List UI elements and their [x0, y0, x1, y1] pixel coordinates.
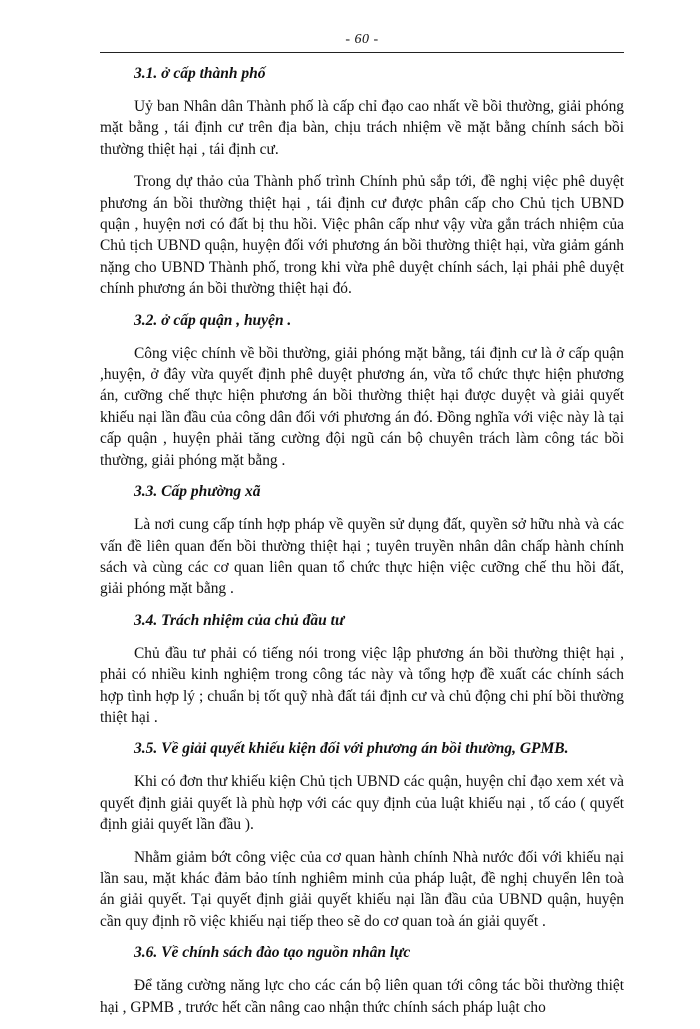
section-3-6 [100, 943, 624, 1018]
page-header [100, 30, 624, 54]
section-heading: 3.6. Về chính sách đào tạo nguồn nhân lực [134, 944, 411, 962]
paragraph: Là nơi cung cấp tính hợp pháp về quyền sử dụng đất, quyền sở hữu nhà và các vấn đề liên quan đến bồi thường thiệt hại ; tuyên truyền nhân dân chấp hành chính sách và cùng các cơ quan liên quan tổ chức thực hiện việc cưỡng chế thu hồi đất, giải phóng mặt bằng . [100, 516, 624, 598]
header-divider [100, 52, 624, 53]
paragraph: Trong dự thảo của Thành phố trình Chính phủ sắp tới, đề nghị việc phê duyệt phương án bồi thường thiệt hại , tái định cư được phân cấp cho Chủ tịch UBND quận , huyện nơi có đất bị thu hồi. Việc phân cấp như vậy vừa gắn trách nhiệm của Chủ tịch UBND quận, huyện đối với phương án bồi thường thiệt hại, vừa giảm gánh nặng cho UBND Thành phố, trong khi vừa phê duyệt chính sách, lại phải phê duyệt chính phương án bồi thường thiệt hại đó. [100, 173, 624, 298]
section-heading: 3.1. ở cấp thành phố [134, 65, 266, 82]
page-number: - 60 - [345, 32, 379, 47]
section-3-2 [100, 311, 624, 471]
paragraph: Công việc chính về bồi thường, giải phóng mặt bằng, tái định cư là ở cấp quận ,huyện, ở đây vừa quyết định phê duyệt phương án, vừa tổ chức thực hiện phương án, cưỡng chế thực hiện phương án bồi thường thiệt hại được duyệt và giải quyết khiếu nại lần đầu của công dân đối với phương án đó. Đồng nghĩa với việc này là tại cấp quận , huyện phải tăng cường đội ngũ cán bộ chuyên trách làm công tác bồi thường, giải phóng mặt bằng . [100, 344, 624, 469]
section-heading: 3.2. ở cấp quận , huyện . [134, 311, 292, 329]
section-3-4 [100, 611, 624, 729]
document-body [100, 64, 624, 1029]
paragraph: Nhằm giảm bớt công việc của cơ quan hành chính Nhà nước đối với khiếu nại lần sau, mặt khác đảm bảo tính nghiêm minh của pháp luật, đề nghị chuyển lên toà án giải quyết. Tại quyết định giải quyết khiếu nại lần đầu của UBND quận, huyện cần quy định rõ việc khiếu nại tiếp theo sẽ do cơ quan toà án giải quyết . [100, 848, 624, 930]
paragraph: Khi có đơn thư khiếu kiện Chủ tịch UBND các quận, huyện chỉ đạo xem xét và quyết định giải quyết là phù hợp với các quy định của luật khiếu nại , tố cáo ( quyết định giải quyết lần đầu ). [100, 773, 624, 834]
section-heading: 3.4. Trách nhiệm của chủ đầu tư [134, 611, 345, 629]
section-heading: 3.5. Về giải quyết khiếu kiện đối với phương án bồi thường, GPMB. [134, 740, 569, 758]
section-3-1 [100, 64, 624, 300]
paragraph: Để tăng cường năng lực cho các cán bộ liên quan tới công tác bồi thường thiệt hại , GPMB , trước hết cần nâng cao nhận thức chính sách pháp luật cho [100, 977, 624, 1016]
section-heading: 3.3. Cấp phường xã [134, 483, 261, 501]
section-3-3 [100, 482, 624, 600]
paragraph: Chủ đầu tư phải có tiếng nói trong việc lập phương án bồi thường thiệt hại , phải có nhiều kinh nghiệm trong công tác này và tổng hợp đề xuất các chính sách hợp tình hợp lý ; chuẩn bị tốt quỹ nhà đất tái định cư và chủ động chi phí bồi thường thiệt hại . [100, 644, 624, 726]
paragraph: Uỷ ban Nhân dân Thành phố là cấp chỉ đạo cao nhất về bồi thường, giải phóng mặt bằng , tái định cư trên địa bàn, chịu trách nhiệm về mặt bằng chính sách bồi thường thiệt hại , tái định cư. [100, 98, 624, 158]
section-3-5 [100, 739, 624, 932]
